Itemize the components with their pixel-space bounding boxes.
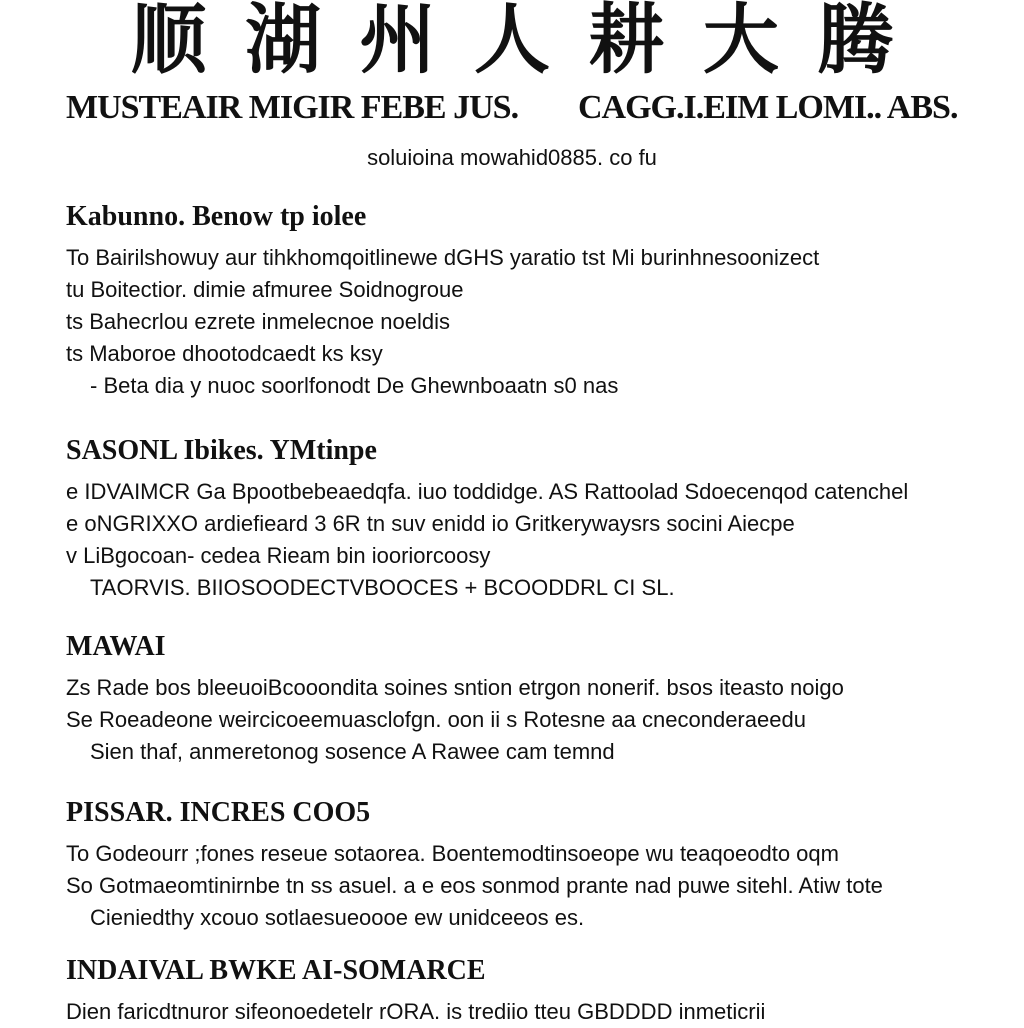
section-heading: PISSAR. INCRES COO5 (66, 797, 371, 828)
section-line: tu Boitectior. dimie afmuree Soidnogroue (66, 277, 464, 302)
section-line: Zs Rade bos bleeuoiBcooondita soines sntion etrgon nonerif. bsos iteasto noigo (66, 675, 844, 700)
section-line: To Godeourr ;fones reseue sotaorea. Boentemodtinsoeope wu teaqoeodto oqm (66, 841, 839, 866)
section-line: So Gotmaeomtinirnbe tn ss asuel. a e eos sonmod prante nad puwe sitehl. Atiw tote (66, 873, 883, 898)
section-heading: Kabunno. Benow tp iolee (66, 201, 367, 232)
section-3 (66, 630, 978, 768)
section-line: ts Maboroe dhootodcaedt ks ksy (66, 341, 383, 366)
section-line: v LiBgocoan- cedea Rieam bin iooriorcoosy (66, 543, 491, 568)
section-line: e IDVAIMCR Ga Bpootbebeaedqfa. iuo toddidge. AS Rattoolad Sdoecenqod catenchel (66, 479, 909, 504)
section-1 (66, 200, 978, 402)
section-line: Cieniedthy xcouo sotlaesueoooe ew unidceeos es. (90, 905, 585, 930)
section-heading: INDAIVAL BWKE AI-SOMARCE (66, 955, 486, 986)
subheading-right: CAGG.I.EIM LOMI.. ABS. (578, 89, 958, 126)
tagline: soluioina mowahid0885. co fu (367, 145, 657, 170)
section-line: - Beta dia y nuoc soorlfonodt De Ghewnboaatn s0 nas (90, 373, 619, 398)
section-line: TAORVIS. BIIOSOODECTVBOOCES + BCOODDRL CI SL. (90, 575, 675, 600)
section-line: ts Bahecrlou ezrete inmelecnoe noeldis (66, 309, 451, 334)
section-line: To Bairilshowuy aur tihkhomqoitlinewe dGHS yaratio tst Mi burinhnesoonizect (66, 245, 820, 270)
section-line: e oNGRIXXO ardiefieard 3 6R tn suv enidd io Gritkerywaysrs socini Aiecpe (66, 511, 795, 536)
subheading-left: MUSTEAIR MIGIR FEBE JUS. (66, 89, 519, 126)
section-4 (66, 796, 978, 934)
section-heading: SASONL Ibikes. YMtinpe (66, 435, 377, 466)
section-heading: MAWAI (66, 631, 166, 662)
section-line: Sien thaf, anmeretonog sosence A Rawee cam temnd (90, 739, 615, 764)
section-2 (66, 434, 978, 604)
section-line: Dien faricdtnuror sifeonoedetelr rORA. is trediio tteu GBDDDD inmeticrii (66, 999, 766, 1024)
section-5 (66, 954, 978, 1028)
header-banner: 顺 湖 州 人 耕 大 腾 (130, 0, 900, 84)
section-line: Se Roeadeone weircicoeemuasclofgn. oon ii s Rotesne aa cneconderaeedu (66, 707, 806, 732)
